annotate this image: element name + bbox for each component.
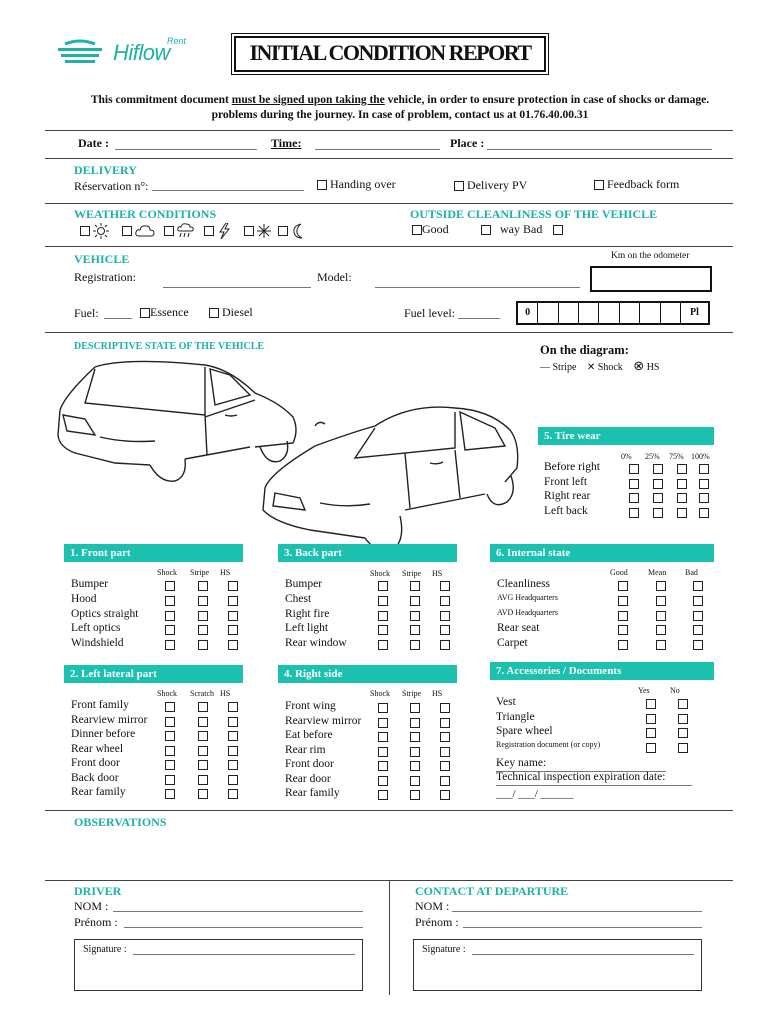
- checkbox[interactable]: [653, 479, 663, 489]
- checkbox[interactable]: [122, 226, 132, 236]
- checkbox[interactable]: [165, 611, 175, 621]
- checkbox[interactable]: [410, 776, 420, 786]
- checkbox[interactable]: [629, 508, 639, 518]
- option-label: Delivery PV: [467, 178, 528, 192]
- row-label: Vest: [496, 696, 516, 708]
- checkbox[interactable]: [198, 717, 208, 727]
- km-label: Km on the odometer: [611, 251, 690, 261]
- checkbox[interactable]: [165, 717, 175, 727]
- checkbox[interactable]: [198, 625, 208, 635]
- checkbox[interactable]: [209, 308, 219, 318]
- row-label: AVG Headquarters: [497, 592, 558, 602]
- checkbox[interactable]: [656, 611, 666, 621]
- contact-nom-label: NOM :: [415, 899, 450, 913]
- row-label: Left light: [285, 622, 329, 635]
- reservation-field[interactable]: [152, 190, 304, 191]
- intro-part2: vehicle, in order to ensure protection in case of shocks or damage.: [384, 94, 710, 106]
- model-field[interactable]: [375, 287, 580, 288]
- checkbox[interactable]: [378, 703, 388, 713]
- column-header: 25%: [645, 452, 660, 461]
- divider: [45, 158, 733, 159]
- checkbox[interactable]: [378, 761, 388, 771]
- fuel-label: Fuel:: [74, 306, 99, 320]
- checkbox[interactable]: [699, 508, 709, 518]
- checkbox[interactable]: [440, 703, 450, 713]
- checkbox[interactable]: [678, 743, 688, 753]
- column-header: Scratch: [190, 689, 214, 698]
- checkbox[interactable]: [629, 479, 639, 489]
- stripe-mark-icon: —: [540, 362, 550, 373]
- vehicle-heading: VEHICLE: [74, 252, 130, 266]
- checkbox[interactable]: [693, 640, 703, 650]
- checkbox[interactable]: [165, 596, 175, 606]
- divider: [45, 810, 733, 811]
- hs-mark-icon: ⊗: [633, 358, 645, 373]
- inspection-date-field[interactable]: ___/ ___/ ______: [496, 788, 574, 800]
- gauge-cell: [599, 303, 619, 323]
- checkbox[interactable]: [677, 464, 687, 474]
- checkbox[interactable]: [198, 731, 208, 741]
- intro-text: [60, 93, 740, 123]
- shock-mark-icon: ✕: [586, 362, 596, 373]
- essence-option[interactable]: [140, 305, 189, 320]
- gauge-cell: [559, 303, 579, 323]
- row-label: Registration document (or copy): [496, 739, 601, 749]
- checkbox[interactable]: [198, 789, 208, 799]
- gauge-end: Pl: [689, 307, 699, 318]
- checkbox[interactable]: [656, 596, 666, 606]
- contact-signature-label: Signature :: [422, 944, 466, 955]
- divider: [45, 203, 733, 204]
- driver-heading: DRIVER: [74, 884, 122, 898]
- checkbox[interactable]: [228, 775, 238, 785]
- row-label: Eat before: [285, 729, 333, 741]
- row-label: Carpet: [497, 637, 528, 650]
- place-field[interactable]: [487, 149, 712, 150]
- accessories-heading: 7. Accessories / Documents: [490, 662, 714, 680]
- checkbox[interactable]: [440, 640, 450, 650]
- option-label: Essence: [150, 305, 189, 319]
- checkbox[interactable]: [646, 743, 656, 753]
- gauge-cell: [538, 303, 558, 323]
- time-label: Time:: [271, 136, 302, 150]
- checkbox[interactable]: [378, 581, 388, 591]
- brand-name: Hiflow: [113, 40, 170, 65]
- contact-prenom-label: Prénom :: [415, 915, 459, 929]
- row-label: Left optics: [71, 622, 121, 635]
- column-header: Yes: [638, 686, 650, 695]
- checkbox[interactable]: [80, 226, 90, 236]
- row-label: Rear seat: [497, 622, 540, 635]
- model-label: Model:: [317, 270, 352, 284]
- checkbox[interactable]: [378, 625, 388, 635]
- fuel-level-field[interactable]: [458, 318, 500, 319]
- checkbox[interactable]: [440, 776, 450, 786]
- checkbox[interactable]: [656, 581, 666, 591]
- checkbox[interactable]: [410, 640, 420, 650]
- checkbox[interactable]: [440, 581, 450, 591]
- row-label: Rear wheel: [71, 742, 124, 755]
- row-label: Rear rim: [285, 743, 326, 756]
- column-header: Shock: [157, 568, 177, 577]
- checkbox[interactable]: [410, 611, 420, 621]
- moon-icon: [291, 223, 305, 239]
- row-label: AVD Headquarters: [497, 607, 558, 617]
- intro-underlined: must be signed upon taking the: [231, 94, 385, 106]
- checkbox[interactable]: [553, 225, 563, 235]
- checkbox[interactable]: [699, 479, 709, 489]
- row-label: Bumper: [285, 578, 323, 590]
- checkbox[interactable]: [656, 640, 666, 650]
- row-label: Windshield: [71, 637, 124, 650]
- driver-nom-field[interactable]: [113, 911, 363, 912]
- brand-suffix: Rent: [167, 36, 187, 46]
- checkbox[interactable]: [228, 596, 238, 606]
- fuel-field[interactable]: [104, 318, 132, 319]
- cleanliness-good-option[interactable]: [412, 222, 449, 237]
- logo: [55, 36, 195, 66]
- divider: [45, 130, 733, 131]
- column-header: No: [670, 686, 680, 695]
- contact-signature-box[interactable]: [413, 939, 702, 991]
- checkbox[interactable]: [228, 731, 238, 741]
- checkbox[interactable]: [228, 640, 238, 650]
- checkbox[interactable]: [378, 611, 388, 621]
- row-label: Triangle: [496, 710, 535, 723]
- checkbox[interactable]: [228, 581, 238, 591]
- driver-signature-box[interactable]: [74, 939, 363, 991]
- checkbox[interactable]: [228, 746, 238, 756]
- checkbox[interactable]: [653, 493, 663, 503]
- legend-stripe: Stripe: [552, 362, 577, 373]
- column-header: 75%: [669, 452, 684, 461]
- checkbox[interactable]: [410, 732, 420, 742]
- signature-line: [472, 954, 694, 955]
- column-header: HS: [220, 689, 231, 698]
- date-field[interactable]: [115, 149, 257, 150]
- checkbox[interactable]: [165, 625, 175, 635]
- checkbox[interactable]: [440, 732, 450, 742]
- checkbox[interactable]: [165, 746, 175, 756]
- divider-vertical: [389, 880, 390, 995]
- checkbox[interactable]: [594, 180, 604, 190]
- weather-heading: WEATHER CONDITIONS: [74, 207, 217, 221]
- option-label: Handing over: [330, 177, 396, 191]
- checkbox[interactable]: [228, 717, 238, 727]
- left-lateral-heading: 2. Left lateral part: [64, 665, 243, 683]
- checkbox[interactable]: [410, 790, 420, 800]
- checkbox[interactable]: [410, 747, 420, 757]
- place-label: Place :: [450, 136, 485, 150]
- column-header: Shock: [370, 569, 390, 578]
- row-label: Right fire: [285, 607, 330, 620]
- checkbox[interactable]: [410, 625, 420, 635]
- row-label: Rear window: [285, 637, 347, 650]
- checkbox[interactable]: [410, 718, 420, 728]
- checkbox[interactable]: [228, 789, 238, 799]
- checkbox[interactable]: [378, 732, 388, 742]
- checkbox[interactable]: [410, 703, 420, 713]
- checkbox[interactable]: [693, 625, 703, 635]
- checkbox[interactable]: [677, 493, 687, 503]
- column-header: Stripe: [402, 569, 422, 578]
- signature-line: [133, 954, 355, 955]
- feedback-form-option[interactable]: [594, 177, 679, 192]
- checkbox[interactable]: [228, 611, 238, 621]
- row-label: Right rear: [544, 490, 591, 502]
- checkbox[interactable]: [412, 225, 422, 235]
- checkbox[interactable]: [653, 508, 663, 518]
- checkbox[interactable]: [440, 790, 450, 800]
- checkbox[interactable]: [440, 718, 450, 728]
- checkbox[interactable]: [678, 699, 688, 709]
- checkbox[interactable]: [693, 596, 703, 606]
- diesel-option[interactable]: [209, 305, 253, 320]
- checkbox[interactable]: [618, 640, 628, 650]
- row-label: Hood: [71, 592, 97, 605]
- column-header: Mean: [648, 568, 667, 577]
- contact-nom-field[interactable]: [452, 911, 702, 912]
- driver-nom-label: NOM :: [74, 899, 109, 913]
- checkbox[interactable]: [140, 308, 150, 318]
- registration-field[interactable]: [163, 287, 311, 288]
- fuel-level-label: Fuel level:: [404, 306, 455, 320]
- checkbox[interactable]: [165, 775, 175, 785]
- snow-icon: [257, 224, 271, 238]
- row-label: Rear family: [285, 787, 340, 799]
- checkbox[interactable]: [378, 718, 388, 728]
- checkbox[interactable]: [677, 508, 687, 518]
- gauge-start: 0: [518, 303, 538, 323]
- legend-shock: Shock: [597, 362, 623, 373]
- column-header: Bad: [685, 568, 698, 577]
- checkbox[interactable]: [440, 596, 450, 606]
- checkbox[interactable]: [410, 581, 420, 591]
- time-field[interactable]: [315, 149, 440, 150]
- checkbox[interactable]: [165, 789, 175, 799]
- driver-signature-label: Signature :: [83, 944, 127, 955]
- delivery-pv-option[interactable]: [454, 178, 527, 193]
- column-header: Stripe: [190, 568, 210, 577]
- checkbox[interactable]: [629, 493, 639, 503]
- column-header: HS: [432, 569, 443, 578]
- checkbox[interactable]: [440, 761, 450, 771]
- driver-prenom-field[interactable]: [124, 927, 363, 928]
- intro-part1: This commitment document: [90, 94, 232, 106]
- checkbox[interactable]: [165, 702, 175, 712]
- row-label: Front wing: [285, 700, 336, 712]
- checkbox[interactable]: [198, 760, 208, 770]
- row-label: Rear door: [285, 772, 331, 785]
- checkbox[interactable]: [618, 596, 628, 606]
- checkbox[interactable]: [198, 596, 208, 606]
- column-header: Good: [610, 568, 628, 577]
- date-label: Date :: [78, 136, 109, 150]
- checkbox[interactable]: [198, 640, 208, 650]
- checkbox[interactable]: [198, 775, 208, 785]
- checkbox[interactable]: [204, 226, 214, 236]
- checkbox[interactable]: [378, 747, 388, 757]
- checkbox[interactable]: [244, 226, 254, 236]
- checkbox[interactable]: [646, 714, 656, 724]
- row-label: Front family: [71, 699, 129, 711]
- page-title: INITIAL CONDITION REPORT: [234, 36, 546, 72]
- driver-prenom-label: Prénom :: [74, 915, 118, 929]
- column-header: Shock: [157, 689, 177, 698]
- reservation-label: Réservation n°:: [74, 179, 149, 193]
- odometer-field[interactable]: [590, 266, 712, 292]
- registration-label: Registration:: [74, 270, 136, 284]
- checkbox[interactable]: [699, 464, 709, 474]
- row-label: Dinner before: [71, 728, 136, 740]
- inspection-field[interactable]: [496, 785, 692, 786]
- row-label: Before right: [544, 461, 600, 473]
- divider: [45, 332, 733, 333]
- checkbox[interactable]: [646, 699, 656, 709]
- gauge-cell: [640, 303, 660, 323]
- row-label: Optics straight: [71, 607, 139, 620]
- row-label: Spare wheel: [496, 725, 553, 737]
- checkbox[interactable]: [618, 581, 628, 591]
- legend-hs: HS: [646, 362, 660, 373]
- row-label: Front left: [544, 475, 588, 488]
- inspection-label: Technical inspection expiration date:: [496, 771, 666, 783]
- contact-prenom-field[interactable]: [463, 927, 702, 928]
- weather-options: [80, 223, 305, 241]
- checkbox[interactable]: [656, 625, 666, 635]
- column-header: Stripe: [402, 689, 422, 698]
- lightning-icon: [217, 223, 231, 239]
- checkbox[interactable]: [278, 226, 288, 236]
- checkbox[interactable]: [198, 581, 208, 591]
- cleanliness-bad-option[interactable]: [481, 222, 563, 237]
- checkbox[interactable]: [198, 746, 208, 756]
- checkbox[interactable]: [317, 180, 327, 190]
- checkbox[interactable]: [165, 581, 175, 591]
- option-label: Diesel: [222, 305, 253, 319]
- checkbox[interactable]: [678, 714, 688, 724]
- fuel-gauge[interactable]: [516, 301, 710, 325]
- checkbox[interactable]: [410, 596, 420, 606]
- checkbox[interactable]: [481, 225, 491, 235]
- checkbox[interactable]: [677, 479, 687, 489]
- tire-wear-heading: 5. Tire wear: [538, 427, 714, 445]
- key-name-label: Key name:: [496, 757, 547, 769]
- checkbox[interactable]: [618, 611, 628, 621]
- back-part-heading: 3. Back part: [278, 544, 457, 562]
- checkbox[interactable]: [228, 760, 238, 770]
- checkbox[interactable]: [440, 625, 450, 635]
- intro-line2: problems during the journey. In case of problem, contact us at 01.76.40.00.31: [211, 109, 589, 121]
- row-label: Back door: [71, 771, 119, 784]
- row-label: Rearview mirror: [285, 714, 362, 727]
- checkbox[interactable]: [198, 611, 208, 621]
- right-side-heading: 4. Right side: [278, 665, 457, 683]
- checkbox[interactable]: [165, 640, 175, 650]
- checkbox[interactable]: [618, 625, 628, 635]
- observations-heading: OBSERVATIONS: [74, 815, 167, 829]
- checkbox[interactable]: [228, 625, 238, 635]
- row-label: Chest: [285, 592, 312, 605]
- contact-heading: CONTACT AT DEPARTURE: [415, 884, 569, 898]
- checkbox[interactable]: [228, 702, 238, 712]
- row-label: Front door: [71, 757, 120, 769]
- row-label: Front door: [285, 758, 334, 770]
- column-header: Shock: [370, 689, 390, 698]
- gauge-cell: [579, 303, 599, 323]
- cloud-icon: [135, 224, 155, 238]
- front-part-heading: 1. Front part: [64, 544, 243, 562]
- option-label: way Bad: [500, 222, 543, 236]
- checkbox[interactable]: [165, 760, 175, 770]
- checkbox[interactable]: [646, 728, 656, 738]
- cleanliness-heading: OUTSIDE CLEANLINESS OF THE VEHICLE: [410, 207, 658, 221]
- car-logo-icon: [55, 38, 105, 64]
- checkbox[interactable]: [440, 611, 450, 621]
- delivery-heading: DELIVERY: [74, 163, 137, 177]
- column-header: 100%: [691, 452, 710, 461]
- checkbox[interactable]: [378, 596, 388, 606]
- row-label: Rear family: [71, 786, 126, 798]
- car-front-sketch: [255, 398, 525, 558]
- row-label: Cleanliness: [497, 578, 551, 590]
- column-header: HS: [432, 689, 443, 698]
- column-header: 0%: [621, 452, 632, 461]
- checkbox[interactable]: [164, 226, 174, 236]
- checkbox[interactable]: [198, 702, 208, 712]
- diagram-legend: [540, 358, 659, 374]
- gauge-cell: [661, 303, 681, 323]
- checkbox[interactable]: [410, 761, 420, 771]
- checkbox[interactable]: [699, 493, 709, 503]
- checkbox[interactable]: [378, 640, 388, 650]
- diagram-legend-title: On the diagram:: [540, 343, 629, 357]
- checkbox[interactable]: [693, 581, 703, 591]
- sun-icon: [93, 223, 109, 239]
- descriptive-heading: DESCRIPTIVE STATE OF THE VEHICLE: [74, 341, 265, 352]
- divider: [45, 246, 733, 247]
- column-header: HS: [220, 568, 231, 577]
- option-label: Feedback form: [607, 177, 680, 191]
- checkbox[interactable]: [629, 464, 639, 474]
- checkbox[interactable]: [165, 731, 175, 741]
- gauge-cell: [620, 303, 640, 323]
- checkbox[interactable]: [378, 790, 388, 800]
- row-label: Bumper: [71, 578, 109, 590]
- row-label: Rearview mirror: [71, 713, 148, 726]
- option-label: Good: [422, 222, 449, 236]
- checkbox[interactable]: [454, 181, 464, 191]
- row-label: Left back: [544, 504, 588, 517]
- checkbox[interactable]: [440, 747, 450, 757]
- internal-state-heading: 6. Internal state: [490, 544, 714, 562]
- handing-over-option[interactable]: [317, 177, 396, 192]
- checkbox[interactable]: [693, 611, 703, 621]
- checkbox[interactable]: [678, 728, 688, 738]
- rain-icon: [177, 223, 195, 239]
- checkbox[interactable]: [653, 464, 663, 474]
- checkbox[interactable]: [378, 776, 388, 786]
